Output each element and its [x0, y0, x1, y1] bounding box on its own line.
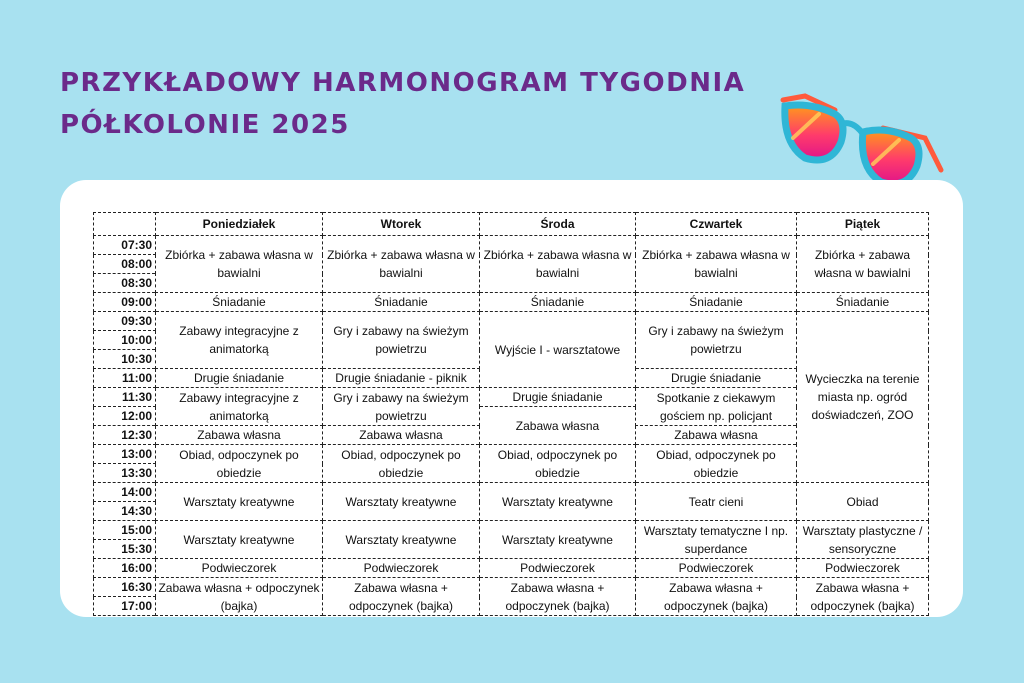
cell-mon-zabawy-integracyjne: Zabawy integracyjne z animatorką: [156, 312, 323, 369]
cell-wed-warsztaty-kreatywne: Warsztaty kreatywne: [480, 483, 636, 521]
time-cell: 11:00: [94, 369, 156, 388]
page-title: [60, 62, 745, 146]
cell-wed-warsztaty-kreatywne-2: Warsztaty kreatywne: [480, 521, 636, 559]
time-cell: 14:00: [94, 483, 156, 502]
cell-mon-warsztaty-kreatywne-2: Warsztaty kreatywne: [156, 521, 323, 559]
table-row: [94, 521, 929, 540]
table-row: [94, 236, 929, 255]
cell-fri-sniadanie: Śniadanie: [797, 293, 929, 312]
table-row: [94, 293, 929, 312]
cell-wed-obiad: Obiad, odpoczynek po obiedzie: [480, 445, 636, 483]
cell-mon-obiad: Obiad, odpoczynek po obiedzie: [156, 445, 323, 483]
day-header-monday: Poniedziałek: [156, 213, 323, 236]
time-cell: 09:00: [94, 293, 156, 312]
cell-tue-obiad: Obiad, odpoczynek po obiedzie: [323, 445, 480, 483]
cell-thu-gry-zabawy: Gry i zabawy na świeżym powietrzu: [636, 312, 797, 369]
cell-thu-zabawa-wlasna: Zabawa własna: [636, 426, 797, 445]
schedule-table: [93, 212, 929, 616]
cell-thu-obiad: Obiad, odpoczynek po obiedzie: [636, 445, 797, 483]
time-cell: 15:00: [94, 521, 156, 540]
cell-tue-gry-zabawy-2: Gry i zabawy na świeżym powietrzu: [323, 388, 480, 426]
cell-fri-podwieczorek: Podwieczorek: [797, 559, 929, 578]
time-cell: 11:30: [94, 388, 156, 407]
day-header-tuesday: Wtorek: [323, 213, 480, 236]
cell-wed-zabawa-wlasna: Zabawa własna: [480, 407, 636, 445]
cell-fri-zbiorka: Zbiórka + zabawa własna w bawialni: [797, 236, 929, 293]
table-row: [94, 312, 929, 331]
cell-tue-sniadanie: Śniadanie: [323, 293, 480, 312]
time-cell: 15:30: [94, 540, 156, 559]
time-cell: 12:30: [94, 426, 156, 445]
cell-fri-warsztaty-plastyczne: Warsztaty plastyczne / sensoryczne: [797, 521, 929, 559]
table-row: [94, 559, 929, 578]
cell-mon-zabawy-integracyjne-2: Zabawy integracyjne z animatorką: [156, 388, 323, 426]
cell-fri-zabawa-odpoczynek: Zabawa własna + odpoczynek (bajka): [797, 578, 929, 616]
cell-thu-drugie-sniadanie: Drugie śniadanie: [636, 369, 797, 388]
time-cell: 10:00: [94, 331, 156, 350]
cell-mon-podwieczorek: Podwieczorek: [156, 559, 323, 578]
day-header-thursday: Czwartek: [636, 213, 797, 236]
cell-mon-zbiorka: Zbiórka + zabawa własna w bawialni: [156, 236, 323, 293]
time-cell: 10:30: [94, 350, 156, 369]
cell-thu-zabawa-odpoczynek: Zabawa własna + odpoczynek (bajka): [636, 578, 797, 616]
time-cell: 09:30: [94, 312, 156, 331]
cell-wed-sniadanie: Śniadanie: [480, 293, 636, 312]
table-row: [94, 483, 929, 502]
day-header-friday: Piątek: [797, 213, 929, 236]
cell-tue-warsztaty-kreatywne: Warsztaty kreatywne: [323, 483, 480, 521]
cell-mon-drugie-sniadanie: Drugie śniadanie: [156, 369, 323, 388]
cell-mon-warsztaty-kreatywne: Warsztaty kreatywne: [156, 483, 323, 521]
cell-tue-zbiorka: Zbiórka + zabawa własna w bawialni: [323, 236, 480, 293]
cell-thu-warsztaty-tematyczne: Warsztaty tematyczne I np. superdance: [636, 521, 797, 559]
cell-fri-obiad: Obiad: [797, 483, 929, 521]
time-cell: 13:00: [94, 445, 156, 464]
time-cell: 07:30: [94, 236, 156, 255]
cell-wed-drugie-sniadanie: Drugie śniadanie: [480, 388, 636, 407]
day-header-wednesday: Środa: [480, 213, 636, 236]
time-cell: 13:30: [94, 464, 156, 483]
cell-thu-spotkanie: Spotkanie z ciekawym gościem np. policjant: [636, 388, 797, 426]
cell-tue-podwieczorek: Podwieczorek: [323, 559, 480, 578]
cell-wed-podwieczorek: Podwieczorek: [480, 559, 636, 578]
table-row: [94, 578, 929, 597]
header-row: [94, 213, 929, 236]
cell-wed-zbiorka: Zbiórka + zabawa własna w bawialni: [480, 236, 636, 293]
cell-thu-teatr: Teatr cieni: [636, 483, 797, 521]
time-cell: 17:00: [94, 597, 156, 616]
cell-mon-zabawa-odpoczynek: Zabawa własna + odpoczynek (bajka): [156, 578, 323, 616]
time-cell: 08:00: [94, 255, 156, 274]
title-line-1: PRZYKŁADOWY HARMONOGRAM TYGODNIA: [60, 68, 746, 98]
cell-tue-gry-zabawy: Gry i zabawy na świeżym powietrzu: [323, 312, 480, 369]
time-cell: 16:00: [94, 559, 156, 578]
title-line-2: PÓŁKOLONIE 2025: [60, 110, 350, 140]
cell-thu-zbiorka: Zbiórka + zabawa własna w bawialni: [636, 236, 797, 293]
cell-wed-zabawa-odpoczynek: Zabawa własna + odpoczynek (bajka): [480, 578, 636, 616]
cell-fri-wycieczka: Wycieczka na terenie miasta np. ogród doświadczeń, ZOO: [797, 312, 929, 483]
time-cell: 16:30: [94, 578, 156, 597]
cell-tue-warsztaty-kreatywne-2: Warsztaty kreatywne: [323, 521, 480, 559]
cell-mon-sniadanie: Śniadanie: [156, 293, 323, 312]
cell-wed-wyjscie: Wyjście I - warsztatowe: [480, 312, 636, 388]
cell-thu-podwieczorek: Podwieczorek: [636, 559, 797, 578]
cell-tue-drugie-sniadanie-piknik: Drugie śniadanie - piknik: [323, 369, 480, 388]
time-cell: 08:30: [94, 274, 156, 293]
time-cell: 12:00: [94, 407, 156, 426]
cell-tue-zabawa-wlasna: Zabawa własna: [323, 426, 480, 445]
time-cell: 14:30: [94, 502, 156, 521]
cell-mon-zabawa-wlasna: Zabawa własna: [156, 426, 323, 445]
time-header: [94, 213, 156, 236]
cell-tue-zabawa-odpoczynek: Zabawa własna + odpoczynek (bajka): [323, 578, 480, 616]
cell-thu-sniadanie: Śniadanie: [636, 293, 797, 312]
